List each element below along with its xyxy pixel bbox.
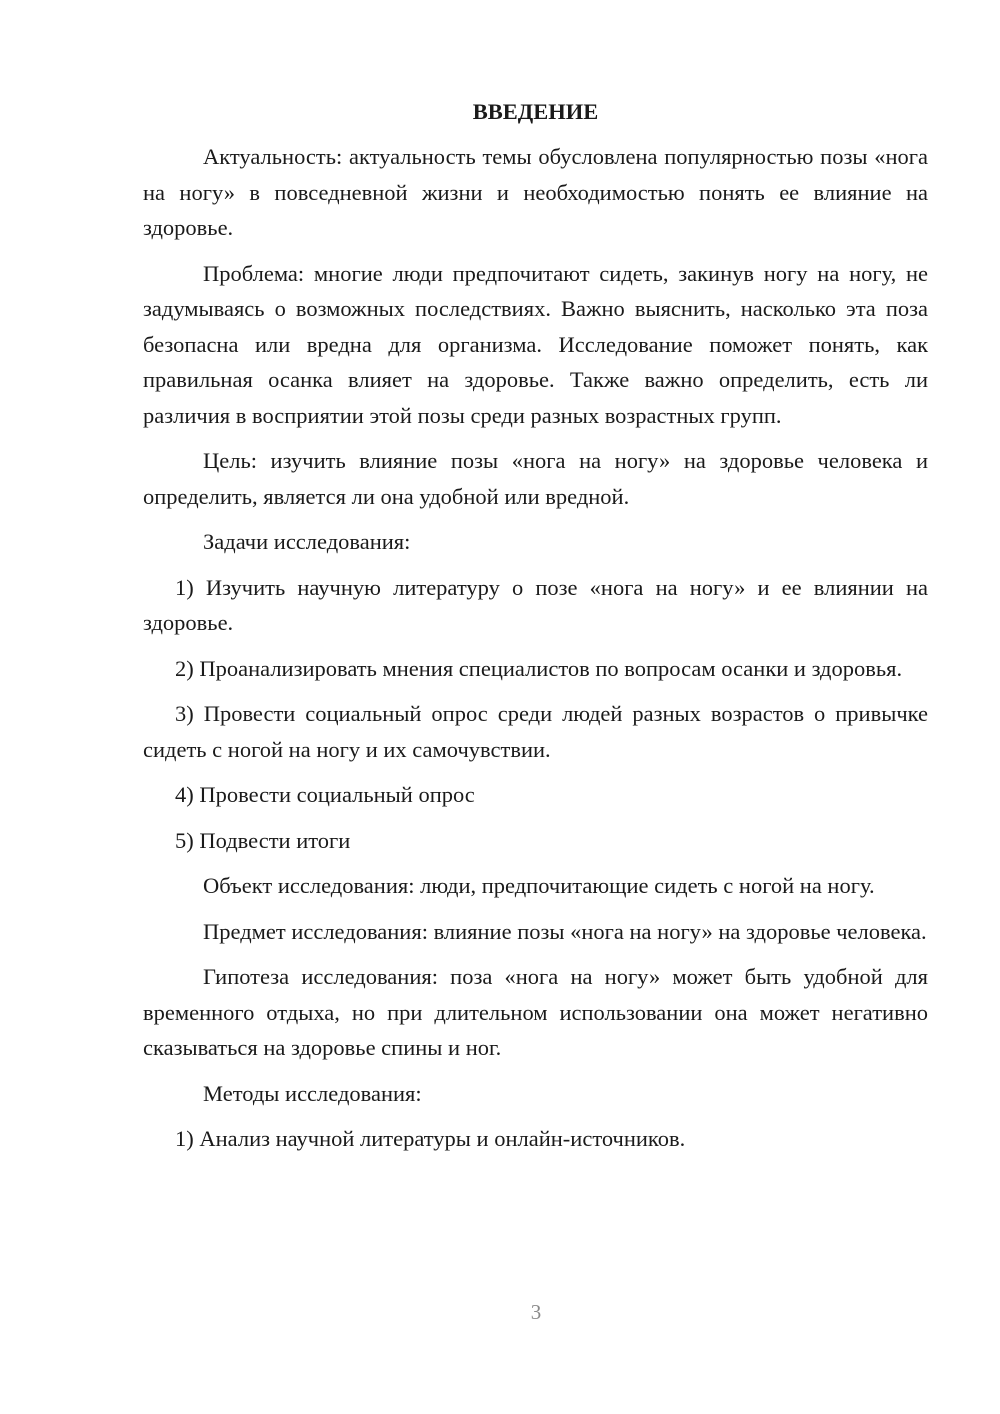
paragraph-relevance: Актуальность: актуальность темы обусловлена популярностью позы «нога на ногу» в повседневной жизни и необходимостью понять ее влияние на здоровье. bbox=[143, 144, 928, 240]
task-item-5: 5) Подвести итоги bbox=[175, 827, 351, 853]
paragraph-tasks-heading: Задачи исследования: bbox=[203, 529, 411, 554]
task-item-2: 2) Проанализировать мнения специалистов по вопросам осанки и здоровья. bbox=[175, 655, 903, 681]
method-item-1: 1) Анализ научной литературы и онлайн-источников. bbox=[175, 1126, 686, 1151]
page-content bbox=[143, 95, 928, 1167]
task-item-4: 4) Провести социальный опрос bbox=[175, 782, 475, 807]
task-item-1: 1) Изучить научную литературу о позе «нога на ногу» и ее влиянии на здоровье. bbox=[143, 574, 928, 635]
paragraph-object: Объект исследования: люди, предпочитающие сидеть с ногой на ногу. bbox=[203, 873, 875, 898]
page-number: 3 bbox=[530, 1300, 542, 1324]
paragraph-hypothesis: Гипотеза исследования: поза «нога на ногу» может быть удобной для временного отдыха, но при длительном использовании она может негативно сказываться на здоровье спины и ног. bbox=[143, 964, 928, 1060]
paragraph-subject: Предмет исследования: влияние позы «нога на ногу» на здоровье человека. bbox=[203, 918, 927, 944]
section-title: ВВЕДЕНИЕ bbox=[472, 99, 599, 124]
paragraph-problem: Проблема: многие люди предпочитают сидеть, закинув ногу на ногу, не задумываясь о возможных последствиях. Важно выяснить, насколько эта поза безопасна или вредна для организма. Исследование поможет понять, как правильная осанка влияет на здоровье. Также важно определить, есть ли различия в восприятии этой позы среди разных возрастных групп. bbox=[143, 260, 928, 428]
paragraph-goal: Цель: изучить влияние позы «нога на ногу» на здоровье человека и определить, является ли она удобной или вредной. bbox=[143, 448, 928, 509]
task-item-3: 3) Провести социальный опрос среди людей разных возрастов о привычке сидеть с ногой на ногу и их самочувствии. bbox=[143, 701, 928, 762]
paragraph-methods-heading: Методы исследования: bbox=[203, 1080, 422, 1106]
